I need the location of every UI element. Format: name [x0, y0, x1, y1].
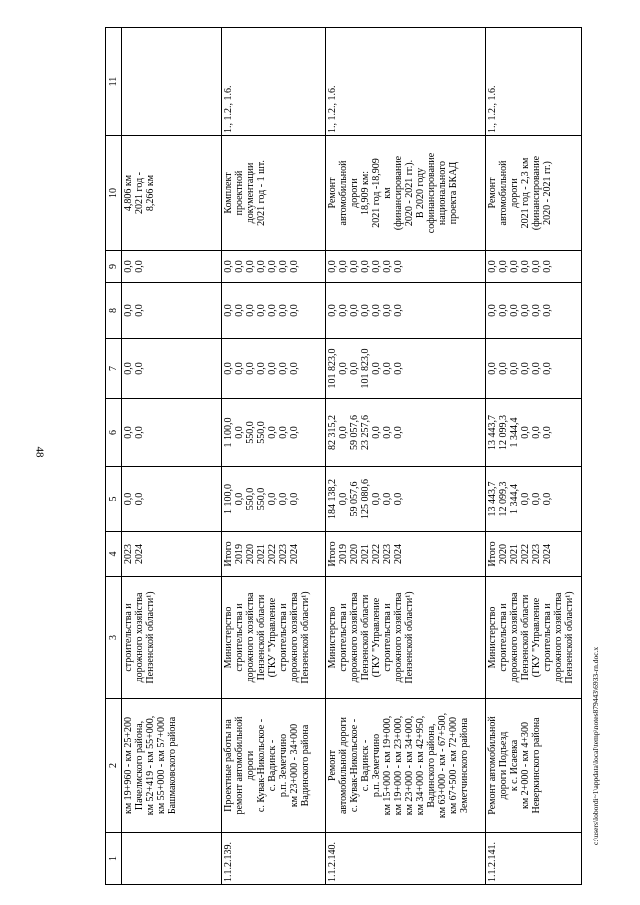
row-number-cell: 1.1.2.140.: [326, 833, 486, 885]
row-number-cell: 1.1.2.139.: [222, 833, 326, 885]
federal-budget-line: 0,0: [234, 362, 245, 375]
result-line: национального: [437, 160, 448, 226]
result-line: 2021 год - 2,3 км: [520, 157, 531, 229]
table-row: [122, 28, 222, 885]
total-funding-line: 125 080,6: [360, 479, 371, 519]
work-name-line: км 19+000 - км 23+000,: [393, 715, 404, 816]
other-funding-line: 0,0: [382, 260, 393, 273]
work-name-line: дороги Подъезд: [498, 731, 509, 800]
federal-budget-line: 0,0: [338, 362, 349, 375]
federal-budget-line: 0,0: [278, 362, 289, 375]
header-cell: 5: [106, 467, 122, 532]
federal-budget-line: 0,0: [382, 362, 393, 375]
year-line: 2023: [382, 544, 393, 564]
result-line: документации: [245, 162, 256, 224]
year-cell: [222, 532, 326, 577]
result-line: 2020 - 2021 гг.): [542, 161, 553, 225]
result-line: (финансирование: [531, 155, 542, 231]
work-name-line: Проектные работы на: [223, 719, 234, 812]
work-name-line: с. Вадинск -: [360, 739, 371, 792]
executor-line: (ГКУ "Управление: [267, 597, 278, 678]
work-name-line: км 23+000 - 34+000: [289, 723, 300, 808]
result-line: км: [382, 187, 393, 199]
total-funding-line: 550,0: [256, 487, 267, 511]
total-funding-line: 0,0: [123, 492, 134, 506]
local-budget-line: 0,0: [134, 304, 145, 317]
federal-budget-cell: [486, 339, 582, 399]
executor-line: Министерство: [223, 606, 234, 669]
regional-budget-line: 12 099,3: [498, 415, 509, 450]
year-line: 2024: [393, 544, 404, 564]
federal-budget-line: 0,0: [531, 362, 542, 375]
header-cell: 2: [106, 699, 122, 833]
federal-budget-line: 0,0: [245, 362, 256, 375]
result-line: (финансирование: [393, 155, 404, 231]
other-funding-cell: [222, 251, 326, 283]
total-funding-line: 0,0: [338, 492, 349, 506]
total-funding-cell: [122, 467, 222, 532]
table-row: [222, 28, 326, 885]
year-line: 2024: [134, 544, 145, 564]
regional-budget-line: 0,0: [531, 426, 542, 439]
total-funding-line: 12 099,3: [498, 481, 509, 517]
work-name-line: Ремонт автомобильной: [487, 716, 498, 815]
executor-line: Пензенской области¹): [300, 591, 311, 684]
executor-line: Пензенской области: [256, 594, 267, 681]
year-line: 2022: [371, 544, 382, 564]
executor-line: Пензенской области¹): [404, 591, 415, 684]
work-name-line: Пачелмского района,: [134, 720, 145, 811]
regional-budget-line: 0,0: [520, 426, 531, 439]
total-funding-line: 1 100,0: [223, 484, 234, 514]
year-line: 2023: [531, 544, 542, 564]
federal-budget-line: 0,0: [498, 362, 509, 375]
total-funding-line: 13 443,7: [487, 481, 498, 517]
regional-budget-line: 0,0: [371, 426, 382, 439]
other-funding-cell: [326, 251, 486, 283]
result-line: В 2020 году: [415, 167, 426, 219]
federal-budget-line: 0,0: [134, 362, 145, 375]
work-name-line: км 52+419 - км 55+000,: [145, 715, 156, 816]
work-name-cell: [486, 699, 582, 833]
header-cell: 9: [106, 251, 122, 283]
header-cell: 4: [106, 532, 122, 577]
local-budget-line: 0,0: [223, 304, 234, 317]
executor-line: дорожного хозяйства: [553, 592, 564, 683]
year-line: 2020: [349, 544, 360, 564]
total-funding-line: 184 138,2: [327, 479, 338, 519]
regional-budget-line: 0,0: [234, 426, 245, 439]
other-funding-line: 0,0: [289, 260, 300, 273]
year-line: 2022: [267, 544, 278, 564]
regional-budget-cell: [486, 399, 582, 467]
executor-line: (ГКУ "Управление: [531, 597, 542, 678]
federal-budget-line: 0,0: [256, 362, 267, 375]
executor-line: дорожного хозяйства: [393, 592, 404, 683]
regional-budget-cell: [326, 399, 486, 467]
work-name-line: км 19+960 - км 25+200: [123, 717, 134, 814]
work-name-line: Ремонт: [327, 750, 338, 781]
result-cell: [326, 136, 486, 251]
federal-budget-cell: [326, 339, 486, 399]
regional-budget-cell: [222, 399, 326, 467]
federal-budget-line: 0,0: [371, 362, 382, 375]
other-funding-line: 0,0: [123, 260, 134, 273]
local-budget-line: 0,0: [393, 304, 404, 317]
year-line: 2020: [245, 544, 256, 564]
executor-line: строительства и: [338, 603, 349, 672]
work-name-line: км 55+000 - км 57+000: [156, 717, 167, 814]
year-cell: [122, 532, 222, 577]
total-funding-line: 0,0: [531, 492, 542, 506]
local-budget-line: 0,0: [382, 304, 393, 317]
federal-budget-line: 0,0: [349, 362, 360, 375]
total-funding-line: 0,0: [267, 492, 278, 506]
total-funding-line: 0,0: [234, 492, 245, 506]
result-line: проектной: [234, 170, 245, 216]
page-number: 48: [33, 446, 46, 458]
year-cell: [486, 532, 582, 577]
work-name-line: р.п. Земетчино: [371, 733, 382, 798]
year-line: Итого: [327, 541, 338, 567]
local-budget-line: 0,0: [531, 304, 542, 317]
local-budget-line: 0,0: [245, 304, 256, 317]
header-cell: 3: [106, 577, 122, 699]
work-name-line: км 63+000 - км - 67+500,: [437, 712, 448, 819]
regional-budget-line: 0,0: [393, 426, 404, 439]
total-funding-line: 0,0: [134, 492, 145, 506]
header-cell: 8: [106, 283, 122, 339]
result-line: 2021 год -18,909: [371, 158, 382, 228]
regional-budget-line: 82 315,2: [327, 415, 338, 450]
local-budget-line: 0,0: [278, 304, 289, 317]
regional-budget-line: 0,0: [278, 426, 289, 439]
federal-budget-cell: [122, 339, 222, 399]
local-budget-line: 0,0: [360, 304, 371, 317]
result-line: 2021 год -: [134, 172, 145, 214]
work-name-line: ремонт автомобильной: [234, 716, 245, 815]
executor-line: строительства и: [234, 603, 245, 672]
other-funding-line: 0,0: [327, 260, 338, 273]
work-name-line: автомобильной дороги: [338, 716, 349, 815]
executor-line: строительства и: [542, 603, 553, 672]
year-line: 2024: [289, 544, 300, 564]
executor-line: дорожного хозяйства: [289, 592, 300, 683]
federal-budget-cell: [222, 339, 326, 399]
result-line: 2020 - 2021 гг.).: [404, 159, 415, 227]
other-funding-cell: [486, 251, 582, 283]
work-name-line: Земетчинского района: [459, 717, 470, 814]
executor-line: Министерство: [487, 606, 498, 669]
header-cell: 7: [106, 339, 122, 399]
federal-budget-line: 0,0: [223, 362, 234, 375]
total-funding-line: 1 344,4: [509, 484, 520, 514]
work-name-line: Башмаковского района: [167, 716, 178, 815]
regional-budget-line: 1 344,4: [509, 417, 520, 448]
local-budget-line: 0,0: [123, 304, 134, 317]
executor-line: строительства и: [382, 603, 393, 672]
federal-budget-line: 0,0: [393, 362, 404, 375]
work-name-line: дороги: [245, 750, 256, 781]
other-funding-line: 0,0: [509, 260, 520, 273]
result-cell: [122, 136, 222, 251]
federal-budget-line: 101 823,0: [360, 348, 371, 389]
other-funding-line: 0,0: [223, 260, 234, 273]
year-line: 2021: [360, 544, 371, 564]
other-funding-line: 0,0: [338, 260, 349, 273]
executor-line: Пензенской области¹): [145, 591, 156, 684]
federal-budget-line: 0,0: [123, 362, 134, 375]
local-budget-cell: [122, 283, 222, 339]
result-line: Ремонт: [487, 177, 498, 209]
work-name-line: к с. Исаевка: [509, 739, 520, 792]
other-funding-line: 0,0: [256, 260, 267, 273]
table-row: [486, 28, 582, 885]
result-cell: [222, 136, 326, 251]
executor-cell: [486, 577, 582, 699]
indicators-cell: [122, 28, 222, 136]
executor-line: Пензенской области: [360, 594, 371, 681]
total-funding-cell: [222, 467, 326, 532]
local-budget-cell: [222, 283, 326, 339]
regional-budget-line: 1 100,0: [223, 417, 234, 448]
other-funding-line: 0,0: [542, 260, 553, 273]
result-line: 18,909 км:: [360, 171, 371, 215]
work-name-cell: [222, 699, 326, 833]
work-name-line: км 23+000 - км 34+000,: [404, 715, 415, 816]
total-funding-line: 0,0: [393, 492, 404, 506]
total-funding-line: 0,0: [278, 492, 289, 506]
other-funding-line: 0,0: [349, 260, 360, 273]
regional-budget-line: 0,0: [267, 426, 278, 439]
federal-budget-line: 0,0: [520, 362, 531, 375]
header-cell: 6: [106, 399, 122, 467]
result-cell: [486, 136, 582, 251]
header-row: [106, 28, 122, 885]
rotated-table-wrapper: [105, 28, 580, 885]
year-line: Итого: [223, 541, 234, 567]
year-line: 2023: [123, 544, 134, 564]
row-number-cell: [122, 833, 222, 885]
other-funding-line: 0,0: [278, 260, 289, 273]
local-budget-line: 0,0: [338, 304, 349, 317]
other-funding-line: 0,0: [360, 260, 371, 273]
other-funding-line: 0,0: [393, 260, 404, 273]
federal-budget-line: 0,0: [542, 362, 553, 375]
local-budget-cell: [486, 283, 582, 339]
result-line: софинансирование: [426, 152, 437, 234]
executor-line: Министерство: [327, 606, 338, 669]
federal-budget-line: 0,0: [509, 362, 520, 375]
other-funding-line: 0,0: [520, 260, 531, 273]
total-funding-line: 0,0: [371, 492, 382, 506]
footer-file-path: c:\users\lobordi~1\appdata\local\temp\notes879443\6933-rn.doc.x: [591, 646, 600, 845]
work-name-line: р.п. Земетчино: [278, 733, 289, 798]
executor-line: Пензенской области: [520, 594, 531, 681]
executor-line: (ГКУ "Управление: [371, 597, 382, 678]
result-line: 8,266 км: [145, 174, 156, 212]
work-name-line: км 34+000 - км 42+950,: [415, 715, 426, 816]
result-line: дороги: [349, 178, 360, 208]
regional-budget-line: 0,0: [542, 426, 553, 439]
year-line: 2021: [509, 544, 520, 564]
local-budget-line: 0,0: [487, 304, 498, 317]
federal-budget-line: 0,0: [267, 362, 278, 375]
regional-budget-line: 550,0: [245, 421, 256, 444]
other-funding-line: 0,0: [531, 260, 542, 273]
other-funding-cell: [122, 251, 222, 283]
executor-line: дорожного хозяйства: [349, 592, 360, 683]
executor-line: строительства и: [123, 603, 134, 672]
result-line: дороги: [509, 178, 520, 208]
work-name-cell: [122, 699, 222, 833]
program-table: [105, 27, 582, 885]
result-line: автомобильной: [498, 160, 509, 226]
executor-line: дорожного хозяйства: [245, 592, 256, 683]
executor-cell: [326, 577, 486, 699]
indicators-cell: 1., 1.2., 1.6.: [222, 28, 326, 136]
local-budget-line: 0,0: [498, 304, 509, 317]
other-funding-line: 0,0: [234, 260, 245, 273]
other-funding-line: 0,0: [498, 260, 509, 273]
federal-budget-line: 0,0: [289, 362, 300, 375]
total-funding-line: 0,0: [382, 492, 393, 506]
executor-cell: [222, 577, 326, 699]
header-cell: 11: [106, 28, 122, 136]
total-funding-line: 0,0: [289, 492, 300, 506]
indicators-cell: 1., 1.2., 1.6.: [486, 28, 582, 136]
year-line: 2021: [256, 544, 267, 564]
local-budget-line: 0,0: [256, 304, 267, 317]
regional-budget-line: 23 257,6: [360, 415, 371, 450]
year-line: 2024: [542, 544, 553, 564]
work-name-line: км 67+500 - км 72+000: [448, 717, 459, 814]
local-budget-line: 0,0: [289, 304, 300, 317]
year-line: Итого: [487, 541, 498, 567]
work-name-line: Неверкинского района: [531, 717, 542, 814]
row-number-cell: 1.1.2.141.: [486, 833, 582, 885]
year-line: 2019: [234, 544, 245, 564]
work-name-line: с. Вадинск -: [267, 739, 278, 792]
work-name-line: км 15+000 - км 19+000,: [382, 715, 393, 816]
total-funding-line: 550,0: [245, 487, 256, 511]
result-line: Ремонт: [327, 177, 338, 209]
executor-line: Пензенской области¹): [564, 591, 575, 684]
local-budget-line: 0,0: [234, 304, 245, 317]
header-cell: 1: [106, 833, 122, 885]
result-line: 4,806 км: [123, 174, 134, 212]
work-name-line: Вадинского района: [300, 724, 311, 807]
other-funding-line: 0,0: [487, 260, 498, 273]
regional-budget-line: 0,0: [382, 426, 393, 439]
result-line: автомобильной: [338, 160, 349, 226]
work-name-cell: [326, 699, 486, 833]
executor-cell: [122, 577, 222, 699]
executor-line: строительства и: [278, 603, 289, 672]
local-budget-line: 0,0: [327, 304, 338, 317]
local-budget-line: 0,0: [520, 304, 531, 317]
local-budget-line: 0,0: [349, 304, 360, 317]
work-name-line: с. Кувак-Никольское -: [349, 718, 360, 813]
work-name-line: км 2+000 - км 4+300: [520, 722, 531, 809]
executor-line: дорожного хозяйства: [509, 592, 520, 683]
regional-budget-line: 0,0: [289, 426, 300, 439]
year-cell: [326, 532, 486, 577]
regional-budget-line: 0,0: [123, 426, 134, 439]
year-line: 2020: [498, 544, 509, 564]
result-line: Комплект: [223, 172, 234, 214]
year-line: 2019: [338, 544, 349, 564]
table-row: [326, 28, 486, 885]
year-line: 2022: [520, 544, 531, 564]
total-funding-cell: [486, 467, 582, 532]
total-funding-line: 0,0: [542, 492, 553, 506]
indicators-cell: 1., 1.2., 1.6.: [326, 28, 486, 136]
executor-line: строительства и: [498, 603, 509, 672]
local-budget-line: 0,0: [371, 304, 382, 317]
total-funding-cell: [326, 467, 486, 532]
executor-line: дорожного хозяйства: [134, 592, 145, 683]
header-cell: 10: [106, 136, 122, 251]
regional-budget-line: 13 443,7: [487, 415, 498, 450]
federal-budget-line: 101 823,0: [327, 348, 338, 389]
other-funding-line: 0,0: [134, 260, 145, 273]
work-name-line: с. Кувак-Никольское -: [256, 718, 267, 813]
local-budget-line: 0,0: [542, 304, 553, 317]
work-name-line: Вадинского района,: [426, 723, 437, 808]
regional-budget-cell: [122, 399, 222, 467]
total-funding-line: 0,0: [520, 492, 531, 506]
other-funding-line: 0,0: [245, 260, 256, 273]
regional-budget-line: 550,0: [256, 421, 267, 444]
federal-budget-line: 0,0: [487, 362, 498, 375]
other-funding-line: 0,0: [267, 260, 278, 273]
local-budget-line: 0,0: [267, 304, 278, 317]
year-line: 2023: [278, 544, 289, 564]
total-funding-line: 59 057,6: [349, 481, 360, 517]
regional-budget-line: 0,0: [338, 426, 349, 439]
local-budget-line: 0,0: [509, 304, 520, 317]
other-funding-line: 0,0: [371, 260, 382, 273]
result-line: проекта БКАД: [448, 161, 459, 225]
result-line: 2021 год - 1 шт.: [256, 160, 267, 226]
local-budget-cell: [326, 283, 486, 339]
regional-budget-line: 59 057,6: [349, 415, 360, 450]
regional-budget-line: 0,0: [134, 426, 145, 439]
